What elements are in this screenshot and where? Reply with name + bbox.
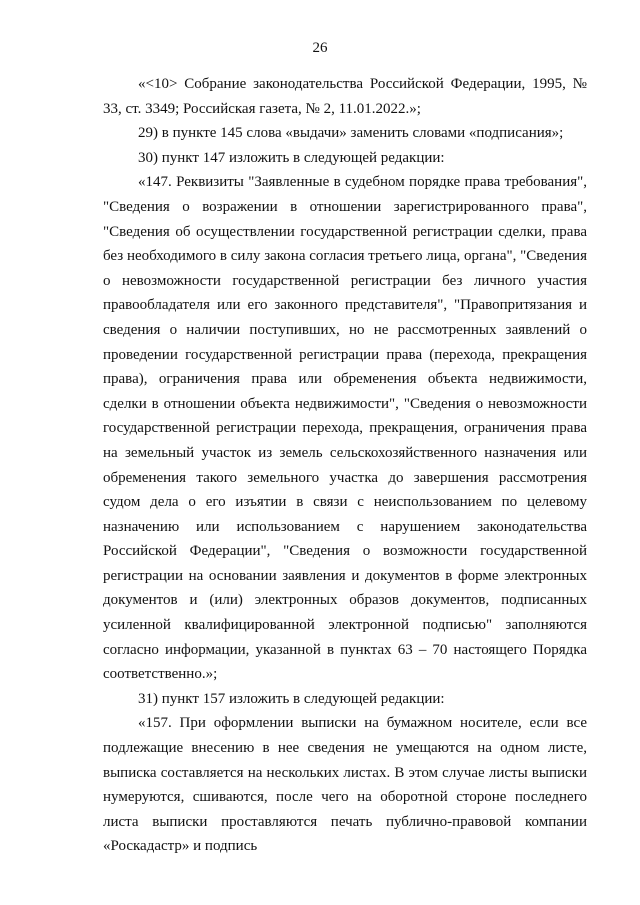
page-number: 26 xyxy=(312,40,328,56)
list-item-31: 31) пункт 157 изложить в следующей редакции: xyxy=(138,690,445,707)
paragraph-157: «157. При оформлении выписки на бумажном носителе, если все подлежащие внесению в нее сведения не умещаются на одном листе, выписка составляется на нескольких листах. В этом случае листы выписки нумеруются, сшиваются, после чего на оборотной стороне последнего листа выписки проставляются печать публично-правовой компании «Роскадастр» и подпись xyxy=(103,715,587,855)
list-item-29: 29) в пункте 145 слова «выдачи» заменить словами «подписания»; xyxy=(138,125,564,142)
paragraph-147: «147. Реквизиты "Заявленные в судебном порядке права требования", "Сведения о возражении в отношении зарегистрированного права", "Сведения об осуществлении государственной регистрации сделки, права без необходимого в силу закона согласия третьего лица, органа", "Сведения о невозможности государственной регистрации без личного участия правообладателя или его законного представителя", "Правопритязания и сведения о наличии поступивших, но не рассмотренных заявлений о проведении государственной регистрации права (перехода, прекращения права), ограничения права или обременения объекта недвижимости, сделки в отношении объекта недвижимости", "Сведения о невозможности государственной регистрации перехода, прекращения, ограничения права на земельный участок из земель сельскохозяйственного назначения или обременения такого земельного участка до завершения рассмотрения судом дела о его изъятии в связи с неиспользованием по целевому назначению или использованием с нарушением законодательства Российской Федерации", "Сведения о возможности государственной регистрации на основании заявления и документов в форме электронных документов и (или) электронных образов документов, подписанных усиленной квалифицированной электронной подписью" заполняются согласно информации, указанной в пунктах 63 – 70 настоящего Порядка соответственно.»; xyxy=(103,174,587,683)
list-item-30: 30) пункт 147 изложить в следующей редакции: xyxy=(138,149,445,166)
footnote-paragraph: «<10> Собрание законодательства Российской Федерации, 1995, № 33, ст. 3349; Российская газета, № 2, 11.01.2022.»; xyxy=(103,76,587,117)
document-body xyxy=(103,72,587,859)
